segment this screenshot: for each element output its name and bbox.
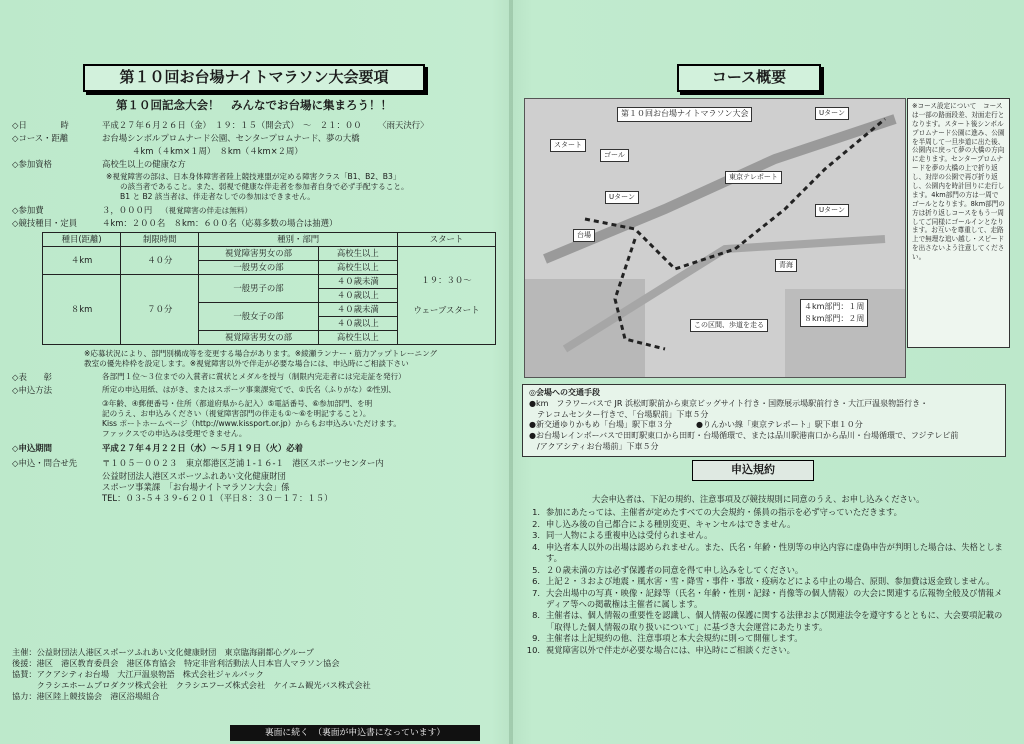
date-label: ◇日 時 — [12, 119, 69, 130]
period-label: ◇申込期間 — [12, 442, 52, 453]
cell-start — [397, 246, 495, 345]
access-line-4: ●お台場レインボーバスで田町駅東口から田町・台場循環で、または品川駅港南口から品川・台場循環で、フジテレビ前 — [529, 431, 959, 441]
course-value: お台場シンボルプロムナード公園、センタープロムナード、夢の大橋 — [102, 133, 360, 144]
rule-number: 4. — [532, 541, 540, 552]
cell-category: 一般男女の部 — [199, 260, 318, 274]
qual-label: ◇参加資格 — [12, 159, 52, 170]
sponsor-host: 主催：公益財団法人港区スポーツふれあい文化健康財団 東京臨海副都心グループ — [12, 647, 314, 657]
award-label: ◇表 彰 — [12, 372, 52, 383]
cell-age: ４０歳未満 — [318, 303, 397, 317]
award-row — [12, 372, 496, 383]
map-distances: ４km部門：１周 ８km部門：２周 — [800, 299, 868, 327]
header-limit: 制限時間 — [121, 232, 199, 246]
sponsor-coop: 協力：港区陸上競技協会 港区浴場組合 — [12, 690, 160, 701]
qual-note-3: B1 と B2 該当者は、伴走者なしでの参加はできません。 — [120, 192, 315, 202]
list-item — [520, 610, 1010, 633]
cell-limit-70: ７０分 — [121, 274, 199, 344]
list-item — [520, 633, 1010, 644]
list-item — [520, 565, 1010, 576]
contact-line-4: TEL：０３-５４３９-６２０１（平日８：３０－１７：１５） — [102, 492, 333, 503]
header-start: スタート — [397, 232, 495, 246]
list-item — [520, 645, 1010, 656]
cell-category: 視覚障害男女の部 — [199, 331, 318, 345]
list-item — [520, 576, 1010, 587]
rule-text: 視覚障害以外で伴走が必要な場合には、申込時にご相談ください。 — [546, 644, 795, 655]
rule-text: 大会出場中の写真・映像・記録等（氏名・年齢・性別・記録・肖像等の個人情報）の大会に関連する広報物全般及び情報メディア等への掲載権は主催者に属します。 — [546, 587, 1003, 609]
cell-category: 一般女子の部 — [199, 303, 318, 331]
access-line-2: テレコムセンター行きで、「台場駅前」下車５分 — [529, 409, 709, 419]
header-distance: 種目(距離) — [43, 232, 121, 246]
table-header-row — [43, 232, 496, 246]
course-map — [524, 98, 906, 378]
contact-line-1: 〒１０５－００２３ 東京都港区芝浦１-１６-１ 港区スポーツセンター内 — [102, 457, 384, 468]
date-note: 〈雨天決行〉 — [378, 119, 429, 130]
cell-age: ４０歳以上 — [318, 288, 397, 302]
fee-label: ◇参加費 — [12, 205, 44, 216]
map-teleport: 東京テレポート — [725, 171, 782, 184]
cell-category: 視覚障害男女の部 — [199, 246, 318, 260]
list-item — [520, 507, 1010, 518]
continue-on-back: 裏面に続く （裏面が申込書になっています） — [230, 725, 480, 741]
map-goal: ゴール — [600, 149, 629, 162]
cell-age: ４０歳未満 — [318, 274, 397, 288]
rule-number: 8. — [532, 610, 540, 621]
start-wave: ウェーブスタート — [413, 304, 480, 315]
right-page — [514, 0, 1024, 744]
list-item — [520, 542, 1010, 565]
access-line-3: ●新交通ゆりかもめ「台場」駅下車３分 ●りんかい線「東京テレポート」駅下車１０分 — [529, 420, 863, 430]
events-value: ４km：２００名 ８km：６００名（応募多数の場合は抽選） — [102, 218, 338, 229]
rules-intro: 大会申込者は、下記の規約、注意事項及び競技規則に同意のうえ、お申し込みください。 — [592, 494, 925, 504]
qual-value: 高校生以上の健康な方 — [102, 159, 186, 170]
map-uturn-1: Uターン — [815, 107, 849, 120]
sponsors — [12, 647, 502, 702]
date-row — [12, 120, 496, 131]
cell-distance-8km: ８km — [43, 274, 121, 344]
rule-text: 申し込み後の自己都合による種別変更、キャンセルはできません。 — [546, 518, 796, 529]
subtitle: 第１０回記念大会！ みんなでお台場に集まろう！！ — [116, 97, 392, 112]
course-label: ◇コース・距離 — [12, 133, 69, 144]
method-label: ◇申込方法 — [12, 385, 52, 396]
sponsor-cosponsor: 協賛：アクアシティお台場 大江戸温泉物語 株式会社ジャルパック — [12, 668, 264, 679]
qual-row — [12, 159, 496, 170]
left-page — [0, 0, 508, 744]
sponsor-support: 後援：港区 港区教育委員会 港区体育協会 特定非営利活動法人日本盲人マラソン協会 — [12, 657, 340, 668]
rule-text: 主催者は、個人情報の重要性を認識し、個人情報の保護に関する法律および関連法令を遵守するとともに、大会要項記載の「取得した個人情報の取り扱いについて」に基づき大会運営にあたります。 — [546, 610, 1003, 632]
fee-note: （視覚障害の伴走は無料） — [160, 206, 253, 216]
cell-age: 高校生以上 — [318, 246, 397, 260]
rule-number: 7. — [532, 587, 540, 598]
list-item — [520, 530, 1010, 541]
cell-age: 高校生以上 — [318, 260, 397, 274]
cell-age: 高校生以上 — [318, 331, 397, 345]
list-item — [520, 519, 1010, 530]
rule-text: 申込者本人以外の出場は認められません。また、氏名・年齢・性別等の申込内容に虚偽申告が判明した場合は、失格とします。 — [546, 541, 1003, 564]
access-line-1: ●km フラワーバスで JR 浜松町駅前から東京ビッグサイト行き・国際展示場駅前行き・大江戸温泉物語行き・ — [529, 398, 929, 408]
period-row — [12, 443, 496, 454]
period-value: 平成２７年４月２２日（水）～５月１９日（火）必着 — [102, 442, 303, 453]
map-banner: 第１０回お台場ナイトマラソン大会 — [617, 107, 752, 122]
cell-category: 一般男子の部 — [199, 274, 318, 302]
fee-value: ３，０００円 — [102, 205, 153, 216]
award-value: 各部門１位～３位までの入賞者に賞状とメダルを授与（制限内完走者には完走証を発行） — [102, 372, 406, 382]
method-line-4: Kiss ポートホームページ（http://www.kissport.or.jp）からもお申込みいただけます。 — [102, 418, 401, 428]
method-line-3: 記のうえ、お申込みください（視覚障害部門の伴走も①～⑥を明記すること）。 — [102, 408, 371, 418]
rules-list — [520, 494, 1010, 656]
date-value: 平成２７年６月２６日（金） １９：１５（開会式） ～ ２１：００ — [102, 119, 362, 130]
method-line-5: ファックスでの申込みは受理できません。 — [102, 428, 247, 438]
rule-number: 2. — [532, 518, 540, 529]
rule-text: 同一人物による重複申込は受付られません。 — [546, 530, 713, 541]
method-row — [12, 385, 496, 396]
access-title: ◎会場への交通手段 — [529, 388, 600, 397]
events-table — [42, 232, 496, 346]
events-label: ◇競技種目・定員 — [12, 218, 78, 229]
events-row — [12, 218, 496, 229]
table-note-1: ※応募状況により、部門別構成等を変更する場合があります。※綾瀬ランナー・筋力アップトレーニング — [84, 349, 438, 359]
list-item — [520, 588, 1010, 611]
rule-number: 10. — [526, 644, 540, 655]
header-category: 種別・部門 — [199, 232, 398, 246]
page-title: 第１０回お台場ナイトマラソン大会要項 — [83, 64, 425, 92]
map-uturn-3: Uターン — [815, 204, 849, 217]
course-row — [12, 133, 496, 144]
rule-text: 参加にあたっては、主催者が定めたすべての大会規約・係員の指示を必ず守っていただきます。 — [546, 507, 902, 518]
rule-number: 9. — [532, 633, 540, 644]
contact-row — [12, 458, 496, 469]
fee-row — [12, 205, 496, 216]
course-distances: ４km（４km×１周） ８km（４km×２周） — [132, 146, 303, 157]
qual-note-1: ※視覚障害の部は、日本身体障害者陸上競技連盟が定める障害クラス「B1、B2、B3」 — [106, 172, 401, 182]
cell-age: ４０歳以上 — [318, 317, 397, 331]
map-daiba: 台場 — [573, 229, 595, 242]
contact-line-3: スポーツ事業課 「お台場ナイトマラソン大会」係 — [102, 481, 290, 492]
contact-label: ◇申込・問合せ先 — [12, 457, 78, 468]
course-title: コース概要 — [677, 64, 821, 92]
rule-number: 6. — [532, 576, 540, 587]
rule-number: 1. — [532, 507, 540, 518]
map-uturn-2: Uターン — [605, 191, 639, 204]
table-row — [43, 246, 496, 260]
map-bridge-note: この区間、歩道を走る — [690, 319, 768, 332]
rule-text: 主催者は上記規約の他、注意事項と本大会規約に則って開催します。 — [546, 633, 803, 644]
access-line-5: /アクアシティお台場前」下車５分 — [529, 441, 659, 451]
cell-limit-40: ４０分 — [121, 246, 199, 274]
course-notes: ※コース設定について コースは一部の路面段差、対面走行となります。スタート後シンボルプロムナード公園に進み、公園を半周して一旦歩道に出た後、公園内に戻って夢の大橋の方向に走ります。センタープロムナードを夢の大橋の上で折り返し、対岸の公園で再び折り返し、公園内を時計回りに走行します。4km部門の方は一周でゴールとなります。8km部門の方は折り返しコースをもう一周してご同様にゴールインとなります。お互いを尊重して、走路上で無理な追い越し・スピードを出さないよう注意してください。 — [907, 98, 1010, 348]
access-box — [522, 384, 1006, 457]
method-line-1: 所定の申込用紙、はがき、またはスポーツ事業課宛てで、①氏名（ふりがな）②性別、 — [102, 385, 396, 395]
contact-line-2: 公益財団法人港区スポーツふれあい文化健康財団 — [102, 470, 286, 481]
rules-title: 申込規約 — [692, 460, 814, 481]
sponsor-cosponsor-2: クラシエホームプロダクツ株式会社 クラシエフーズ株式会社 ケイエム観光バス株式会社 — [12, 679, 371, 690]
rule-number: 5. — [532, 564, 540, 575]
rule-number: 3. — [532, 530, 540, 541]
qual-note-2: の該当者であること。また、弱視で健康な伴走者を参加者自身で必ず手配すること。 — [120, 182, 409, 192]
start-time: １９：３０～ — [421, 275, 472, 286]
rule-text: ２０歳未満の方は必ず保護者の同意を得て申し込みをしてください。 — [546, 564, 804, 575]
cell-distance-4km: ４km — [43, 246, 121, 274]
fold-line — [509, 0, 513, 744]
map-aomi: 青海 — [775, 259, 797, 272]
table-note-2: 教室の優先枠枠を設定します。※視覚障害以外で伴走が必要な場合には、申込時にご相談下さい — [84, 359, 409, 369]
map-start: スタート — [550, 139, 586, 152]
rule-text: 上記２・３および地震・風水害・雪・降雪・事件・事故・疫病などによる中止の場合、原則、参加費は返金致しません。 — [546, 576, 995, 587]
method-line-2: ③年齢、④郵便番号・住所（都道府県から記入）⑤電話番号、⑥参加部門、を明 — [102, 398, 373, 408]
